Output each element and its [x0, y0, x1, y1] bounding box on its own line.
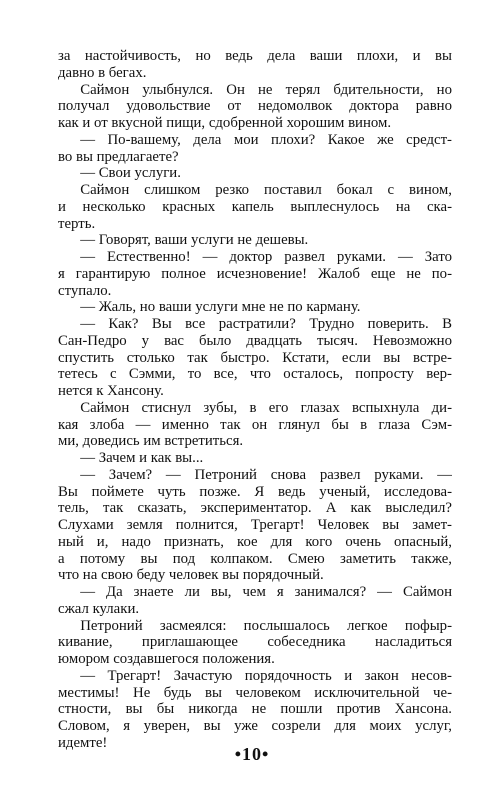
text-line: юмором создавшегося положения.: [58, 651, 275, 667]
text-line: что на свою беду человек вы порядочный.: [58, 567, 324, 584]
text-line: Саймон слишком резко поставил бокал с вином,: [58, 182, 452, 198]
text-line: во вы предлагаете?: [58, 148, 179, 165]
page-body: [58, 48, 452, 752]
text-line: тетесь с Сэмми, то все, что осталось, попросту вер-: [58, 366, 452, 383]
text-line: спустить столько так быстро. Кстати, если вы встре-: [58, 349, 452, 366]
text-line: — Естественно! — доктор развел руками. — Зато: [58, 249, 452, 265]
text-line: местимы! Не будь вы человеком исключительной че-: [58, 684, 452, 701]
text-line: как и от вкусной пищи, сдобренной хорошим вином.: [58, 115, 392, 131]
text-line: я гарантирую полное исчезновение! Жалоб еще не по-: [58, 265, 452, 282]
text-line: кая злоба — именно так он глянул бы в глаза Сэм-: [58, 416, 452, 433]
text-line: Словом, я уверен, вы уже созрели для моих услуг,: [58, 718, 452, 734]
text-line: — Зачем и как вы...: [58, 450, 204, 466]
text-line: давно в бегах.: [58, 64, 147, 81]
text-line: получал удовольствие от недомолвок доктора равно: [58, 98, 452, 115]
text-line: Слухами земля полнится, Трегарт! Человек вы замет-: [58, 517, 452, 533]
text-line: ми, доведись им встретиться.: [58, 433, 244, 450]
text-line: ступало.: [58, 282, 112, 299]
text-line: — Да знаете ли вы, чем я занимался? — Саймон: [58, 584, 452, 600]
text-line: за настойчивость, но ведь дела ваши плохи, и вы: [58, 48, 452, 64]
text-line: Петроний засмеялся: послышалось легкое пофыр-: [58, 617, 452, 634]
text-line: нется к Хансону.: [58, 383, 164, 399]
text-line: Сан-Педро у вас было двадцать тысяч. Невозможно: [58, 332, 452, 349]
text-line: стности, вы бы никогда не пошли против Хансона.: [58, 701, 452, 718]
text-line: — Говорят, ваши услуги не дешевы.: [58, 232, 309, 249]
text-line: ный и, надо признать, кое для кого очень опасный,: [58, 533, 452, 550]
text-line: и несколько красных капель выплеснулось на ска-: [58, 198, 452, 215]
text-line: — По-вашему, дела мои плохи? Какое же средст-: [58, 131, 452, 148]
text-line: — Трегарт! Зачастую порядочность и закон несов-: [58, 667, 452, 684]
text-line: идемте!: [58, 734, 108, 751]
text-line: — Зачем? — Петроний снова развел руками. —: [58, 466, 452, 483]
text-line: терть.: [58, 215, 96, 232]
page-number: •10•: [234, 744, 270, 764]
text-line: Саймон улыбнулся. Он не терял бдительности, но: [58, 81, 452, 98]
text-line: кивание, приглашающее собеседника насладиться: [58, 634, 452, 651]
text-line: Саймон стиснул зубы, в его глазах вспыхнула ди-: [58, 399, 452, 416]
text-line: — Жаль, но ваши услуги мне не по карману.: [58, 299, 361, 316]
text-line: — Свои услуги.: [58, 165, 181, 182]
text-line: тель, так сказать, экспериментатор. А как выследил?: [58, 500, 452, 517]
text-line: Вы поймете чуть позже. Я ведь ученый, исследова-: [58, 483, 452, 500]
text-line: а потому вы под колпаком. Смею заметить также,: [58, 550, 452, 567]
text-line: сжал кулаки.: [58, 600, 140, 617]
text-line: — Как? Вы все растратили? Трудно поверить. В: [58, 316, 452, 332]
